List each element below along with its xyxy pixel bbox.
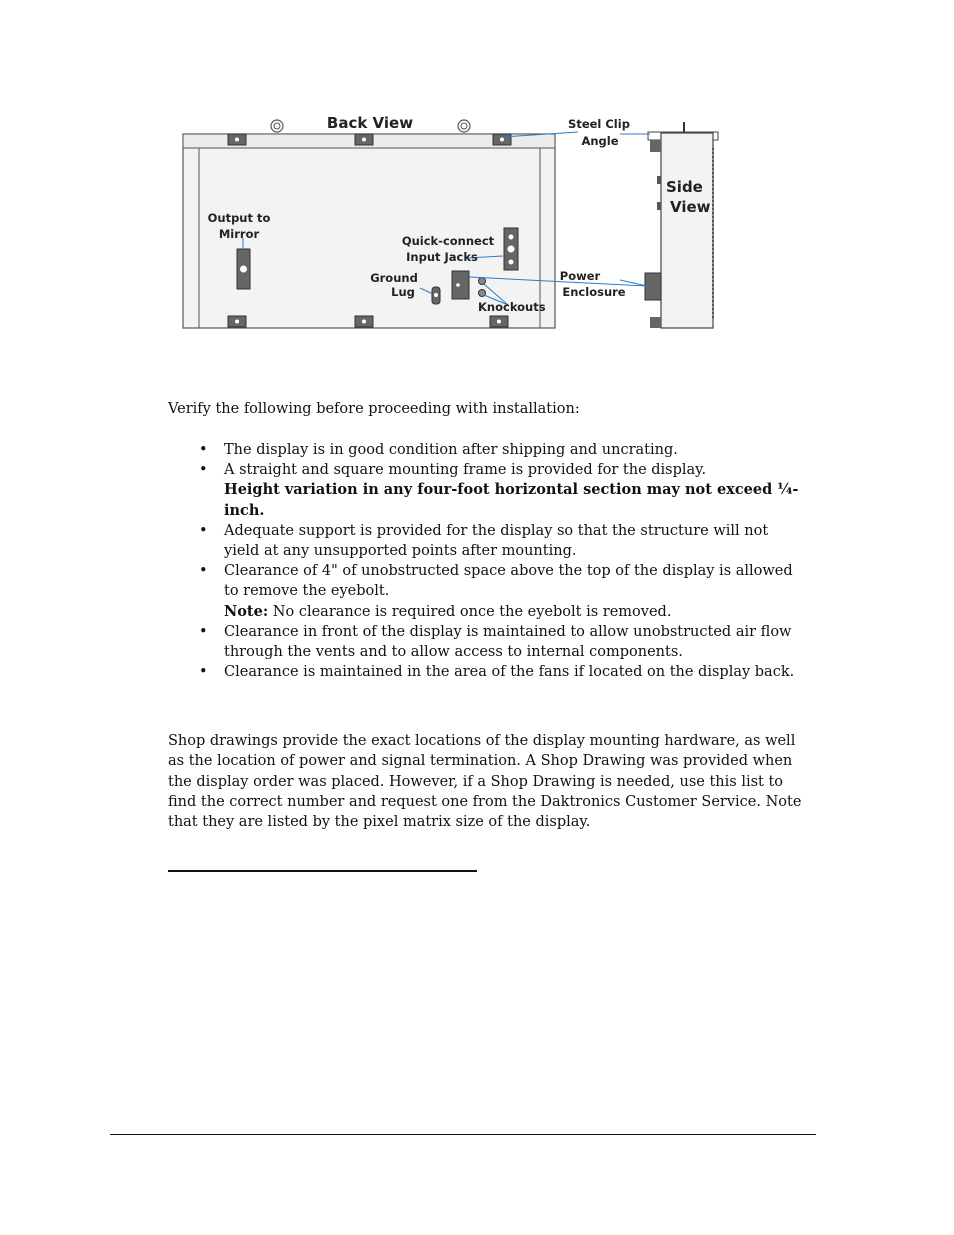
list-item xyxy=(168,460,808,521)
mounting-diagram xyxy=(170,108,730,344)
list-item-text: The display is in good condition after shipping and uncrating. xyxy=(224,442,678,458)
list-item-text: A straight and square mounting frame is provided for the display. xyxy=(224,462,707,479)
knockouts-label: Knockouts xyxy=(478,300,546,314)
power-enclosure xyxy=(452,271,469,299)
side-view-label-1: Side xyxy=(666,178,703,196)
side-view-label-2: View xyxy=(670,198,711,216)
list-item xyxy=(168,622,808,662)
steel-clip-label-2: Angle xyxy=(581,134,619,148)
display-diagram-svg xyxy=(170,108,730,344)
knockout xyxy=(479,278,486,285)
note-text: No clearance is required once the eyebolt is removed. xyxy=(268,603,672,620)
footer-rule xyxy=(110,1134,816,1135)
list-item-text: Clearance in front of the display is maintained to allow unobstructed air flow through the vents and to allow access to internal components. xyxy=(224,623,792,661)
height-variation-warning: Height variation in any four-foot horizontal section may not exceed ¼-inch. xyxy=(224,481,799,519)
quick-connect-label-1: Quick-connect xyxy=(401,234,495,248)
side-power-enclosure xyxy=(645,273,661,300)
output-label-2: Mirror xyxy=(218,227,260,241)
verification-checklist xyxy=(168,440,808,682)
quick-connect-label-2: Input Jacks xyxy=(406,250,478,264)
list-item xyxy=(168,521,808,561)
note-label: Note: xyxy=(224,602,269,620)
eyebolt-note xyxy=(224,602,808,622)
list-item xyxy=(168,561,808,622)
side-view xyxy=(645,122,718,328)
back-view-title: Back View xyxy=(326,114,414,132)
intro-text: Verify the following before proceeding with installation: xyxy=(168,401,580,417)
list-item xyxy=(168,440,808,460)
list-item-text: Clearance of 4" of unobstructed space above the top of the display is allowed to remove the eyebolt. xyxy=(224,563,793,600)
list-item-text: Adequate support is provided for the display so that the structure will not yield at any unsupported points after mounting. xyxy=(224,522,769,560)
ground-lug-label-2: Lug xyxy=(391,285,415,299)
list-item xyxy=(168,662,808,682)
power-enclosure-label-2: Enclosure xyxy=(562,285,626,299)
list-item-text: Clearance is maintained in the area of the fans if located on the display back. xyxy=(224,664,795,681)
section-divider xyxy=(168,870,477,872)
power-enclosure-label-1: Power xyxy=(559,269,601,283)
shop-drawings-paragraph: Shop drawings provide the exact locations of the display mounting hardware, as well as the location of power and signal termination. A Shop Drawing was provided when the display order was placed. However, if a Shop Drawing is needed, use this list to find the correct number and request one from the Daktronics Customer Service. Note that they are listed by the pixel matrix size of the display. xyxy=(168,733,802,831)
steel-clip-label-1: Steel Clip xyxy=(568,117,630,131)
output-label-1: Output to xyxy=(207,211,271,225)
ground-lug-label-1: Ground xyxy=(370,271,418,285)
